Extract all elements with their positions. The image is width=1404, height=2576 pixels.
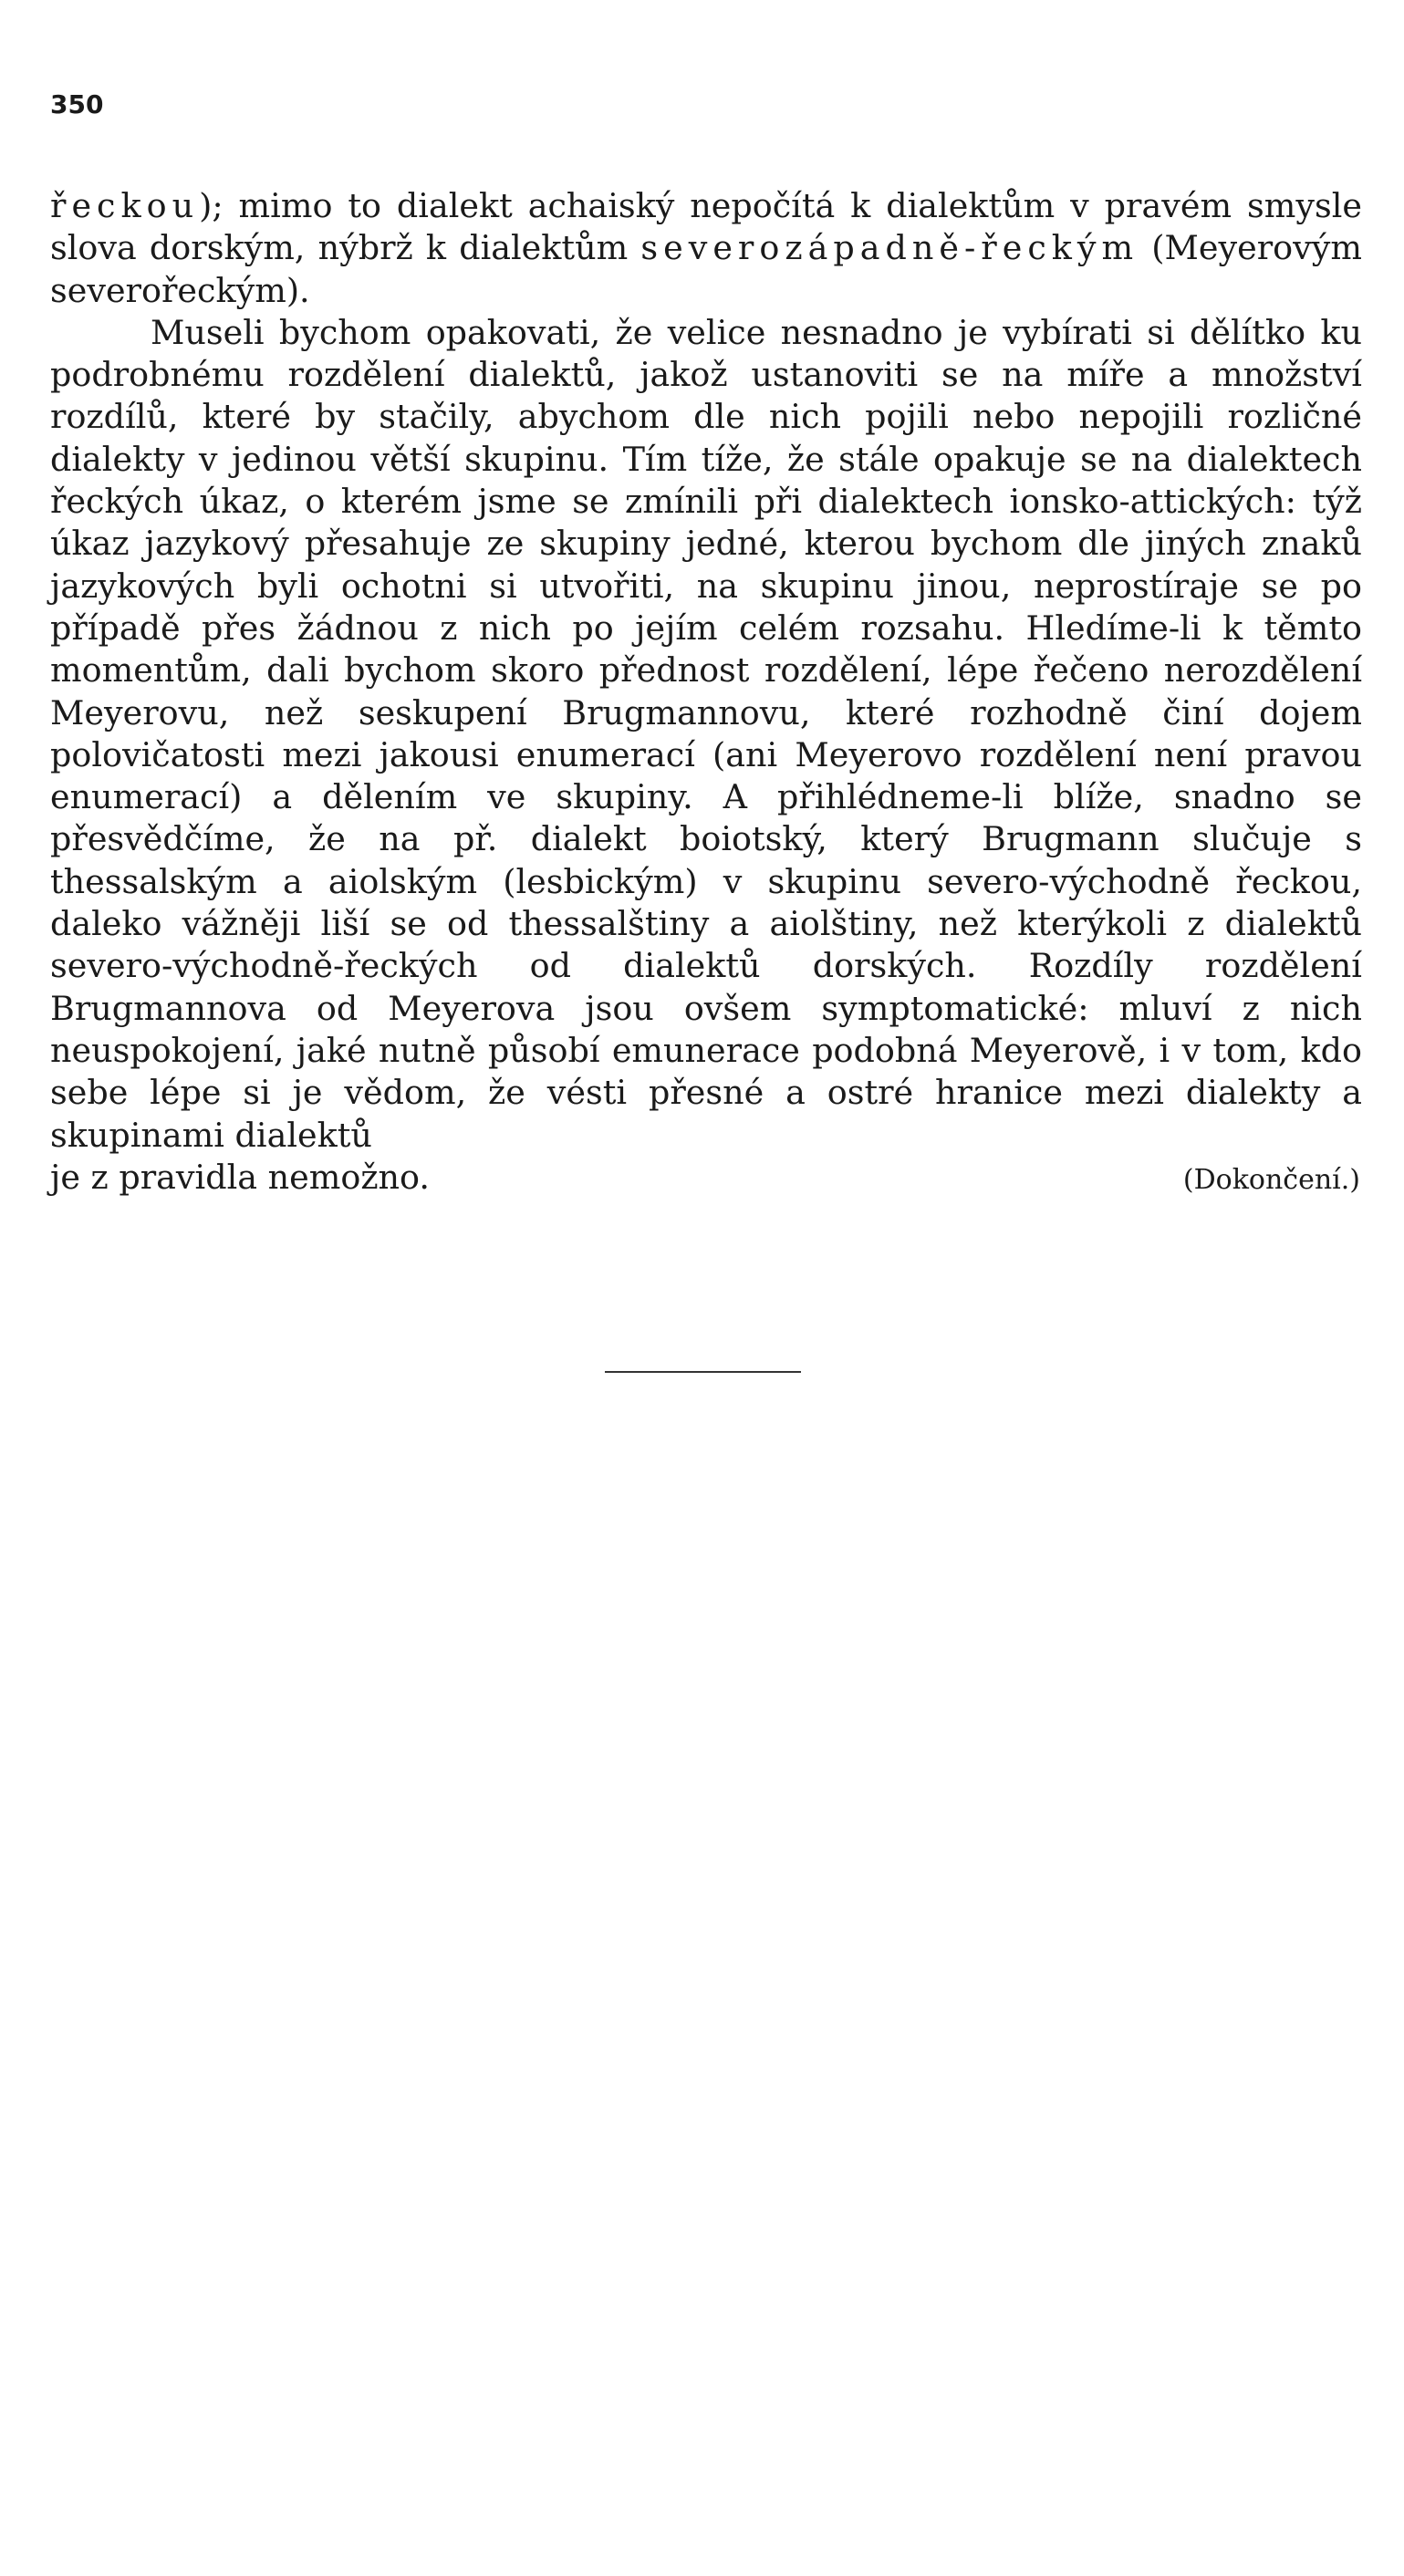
- section-divider: [605, 1371, 801, 1373]
- paragraph-1-text-b: (Meyerovým severořeckým).: [50, 228, 1363, 310]
- paragraph-1: [50, 185, 1362, 312]
- paragraph-2-final-line: [50, 1157, 1362, 1201]
- body-text: [50, 185, 1362, 1201]
- paragraph-2-text: Museli bychom opakovati, že velice nesnadno je vybírati si dělítko ku podrobnému rozdělení dialektů, jakož ustanoviti se na míře a množství rozdílů, které by stačily, abychom dle nich pojili nebo nepojili rozličné dialekty v jedinou větší skupinu. Tím tíže, že stále opakuje se na dialektech řeckých úkaz, o kterém jsme se zmínili při dialektech ionsko-attických: týž úkaz jazykový přesahuje ze skupiny jedné, kterou bychom dle jiných znaků jazykových byli ochotni si utvořiti, na skupinu jinou, neprostíraje se po případě přes žádnou z nich po jejím celém rozsahu. Hledíme-li k těmto momentům, dali bychom skoro přednost rozdělení, lépe řečeno nerozdělení Meyerovu, než seskupení Brugmannovu, které rozhodně činí dojem polovičatosti mezi jakousi enumerací (ani Meyerovo rozdělení není pravou enumerací) a dělením ve skupiny. A přihlédneme-li blíže, snadno se přesvědčíme, že na př. dialekt boiotský, který Brugmann slučuje s thessalským a aiolským (lesbickým) v skupinu severo-východně řeckou, daleko vážněji liší se od thessalštiny a aiolštiny, než kterýkoli z dialektů severo-východně-řeckých od dialektů dorských. Rozdíly rozdělení Brugmannova od Meyerova jsou ovšem symptomatické: mluví z nich neuspokojení, jaké nutně působí emunerace podobná Meyerově, i v tom, kdo sebe lépe si je vědom, že vésti přesné a ostré hranice mezi dialekty a skupinami dialektů: [50, 312, 1362, 1155]
- spaced-word-reckou: řeckou: [50, 186, 200, 225]
- spaced-word-severozapadne-reckym: severozápadně-řeckým: [640, 228, 1139, 268]
- paragraph-2-last-line: je z pravidla nemožno.: [50, 1157, 430, 1197]
- paragraph-2: [50, 312, 1362, 1157]
- page-number: 350: [50, 89, 104, 119]
- continuation-note: (Dokončení.): [1182, 1163, 1360, 1196]
- paragraph-1-text-a: ); mimo to dialekt achaiský nepočítá k dialektům v pravém smysle slova dorským, nýbrž k dialektům: [50, 186, 1362, 268]
